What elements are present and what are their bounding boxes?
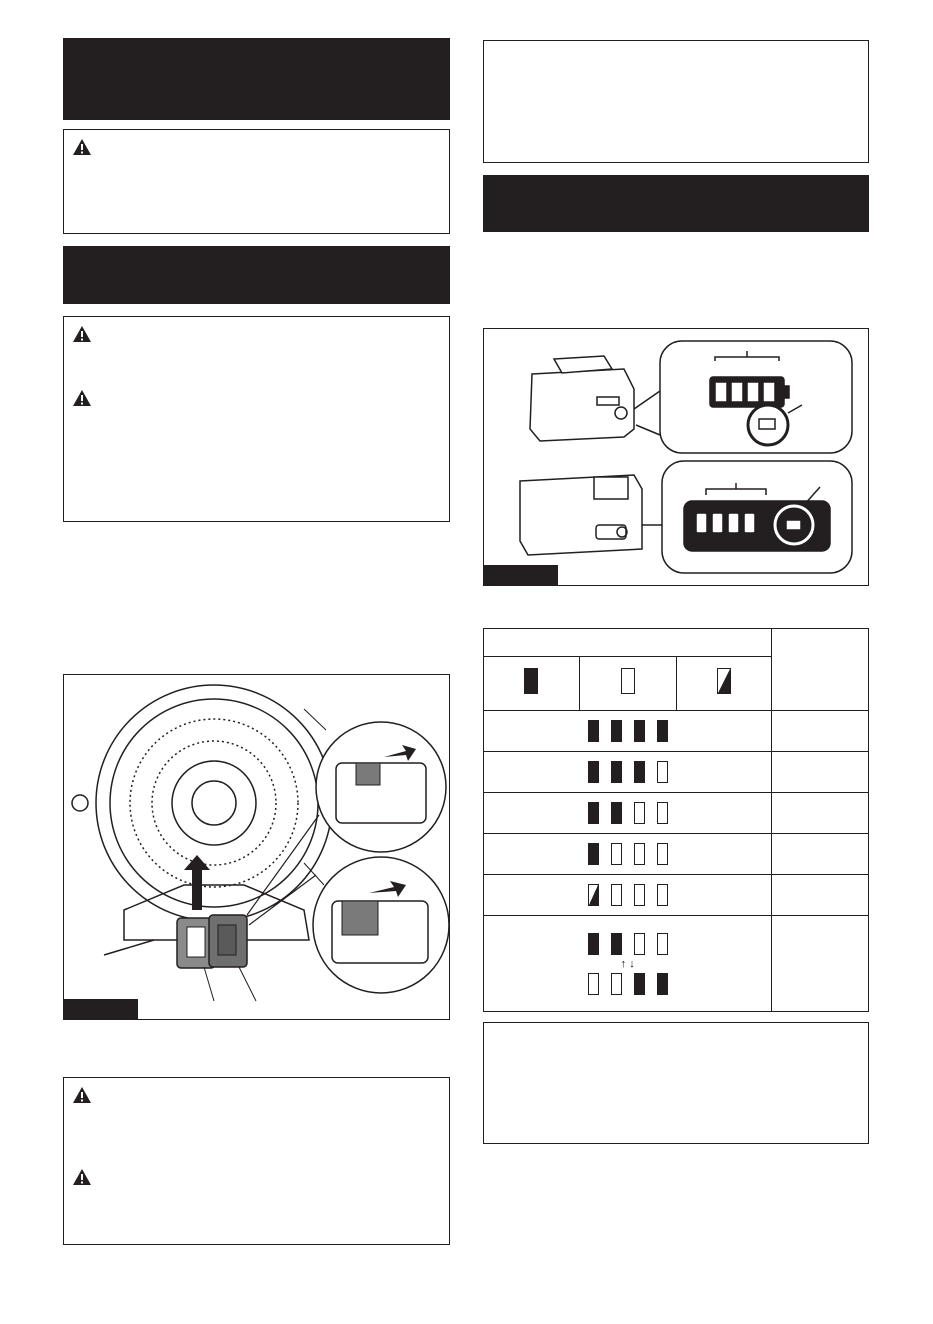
lamp-off	[657, 843, 668, 865]
lamp-lit	[611, 720, 622, 742]
capacity-cell	[772, 793, 869, 834]
indicator-rows	[484, 711, 869, 1012]
lamp-group	[484, 720, 771, 742]
table-header-indicator-lamps	[484, 629, 772, 657]
lamp-blink	[588, 884, 599, 906]
lamp-lit	[634, 761, 645, 783]
lamp-lit	[588, 761, 599, 783]
lamp-lit	[611, 802, 622, 824]
legend-lit-cell	[524, 668, 538, 694]
section-heading-1	[63, 38, 450, 120]
lamp-off	[657, 884, 668, 906]
lamp-cell	[484, 711, 772, 752]
lamp-group	[484, 802, 771, 824]
battery-indicator-figure	[483, 328, 869, 586]
caution-box-3	[63, 1077, 450, 1245]
section-heading-2	[63, 246, 450, 304]
capacity-cell	[772, 916, 869, 1012]
table-row	[484, 711, 869, 752]
fan-battery-figure	[63, 674, 450, 1020]
lamp-off	[634, 843, 645, 865]
note-box-2	[483, 1022, 869, 1144]
section-heading-3	[483, 175, 869, 232]
lamp-off	[634, 884, 645, 906]
lamp-off	[634, 933, 645, 955]
fan-illustration	[64, 675, 450, 1020]
warning-icon	[72, 389, 92, 407]
warning-icon	[72, 1086, 92, 1104]
table-row	[484, 752, 869, 793]
lamp-off	[611, 973, 622, 995]
lamp-off	[657, 933, 668, 955]
table-row	[484, 793, 869, 834]
lamp-off	[611, 884, 622, 906]
warning-icon	[72, 325, 92, 343]
lamp-off	[588, 973, 599, 995]
note-box-1	[483, 40, 869, 163]
lamp-group	[484, 761, 771, 783]
lamp-off	[657, 761, 668, 783]
lamp-lit	[657, 720, 668, 742]
capacity-cell	[772, 752, 869, 793]
lamp-group	[484, 843, 771, 865]
legend-off-cell	[621, 668, 635, 694]
lamp-lit	[611, 933, 622, 955]
caution-box-2	[63, 316, 450, 522]
lamp-cell	[484, 875, 772, 916]
lamp-off	[611, 843, 622, 865]
table-row	[484, 834, 869, 875]
battery-illustration	[484, 329, 869, 586]
battery-icon	[520, 341, 852, 573]
lamp-group	[484, 973, 771, 995]
lamp-group	[484, 884, 771, 906]
lamp-lit	[588, 720, 599, 742]
legend-blinking-cell	[717, 668, 731, 694]
lamp-group	[484, 933, 771, 955]
legend-lit	[484, 657, 580, 711]
figure-number-tab	[64, 999, 138, 1019]
battery-indicator-table	[483, 628, 869, 1012]
caution-box-1	[63, 129, 450, 234]
lamp-cell	[484, 793, 772, 834]
warning-icon	[72, 1168, 92, 1186]
lamp-lit	[611, 761, 622, 783]
lamp-lit	[657, 973, 668, 995]
lamp-cell	[484, 752, 772, 793]
lamp-lit	[588, 933, 599, 955]
warning-icon	[72, 138, 92, 156]
lamp-off	[657, 802, 668, 824]
capacity-cell	[772, 834, 869, 875]
lamp-lit	[588, 843, 599, 865]
legend-blinking	[676, 657, 772, 711]
lamp-lit	[588, 802, 599, 824]
capacity-cell	[772, 875, 869, 916]
lamp-lit	[634, 973, 645, 995]
table-row	[484, 875, 869, 916]
table-row	[484, 916, 869, 1012]
lamp-cell	[484, 916, 772, 1012]
legend-off	[579, 657, 676, 711]
capacity-cell	[772, 711, 869, 752]
lamp-off	[634, 802, 645, 824]
figure-number-tab	[484, 565, 558, 585]
alternating-arrows: ↑ ↓	[620, 957, 635, 970]
lamp-lit	[634, 720, 645, 742]
table-header-remaining-capacity	[772, 629, 869, 711]
lamp-cell	[484, 834, 772, 875]
